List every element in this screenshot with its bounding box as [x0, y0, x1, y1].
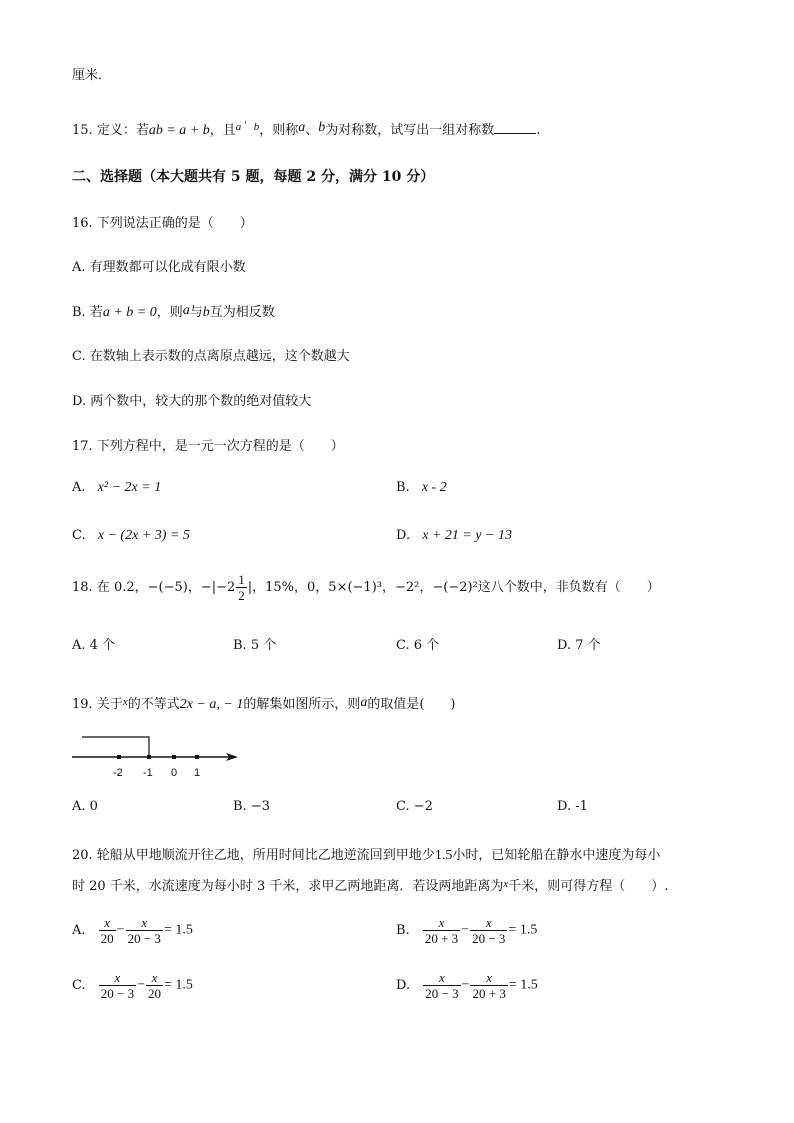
q15-answer-blank	[494, 121, 536, 134]
q20-line2-var: x	[503, 878, 509, 890]
q19-option-d: D. -1	[557, 799, 588, 814]
q20-option-a	[72, 915, 193, 946]
q16-b-with: 与	[189, 305, 203, 320]
q19-mid: 的不等式	[127, 697, 180, 712]
q18-stem	[72, 572, 660, 603]
q20-line-1	[72, 844, 660, 864]
q15-sep: 、	[305, 123, 319, 138]
tick-label: -1	[143, 767, 153, 779]
q16-b-a: a	[182, 303, 190, 318]
q15-number: 15.	[72, 123, 93, 138]
q17-option-a	[72, 480, 161, 496]
q20-line2-suffix: 千米，则可得方程（ ）.	[508, 879, 669, 894]
q20-option-b	[396, 915, 537, 946]
tick-label: 1	[194, 767, 201, 779]
q20-option-c	[72, 970, 193, 1001]
q20-c-d1: 20 − 3	[100, 986, 135, 1001]
q20-d-n2: x	[470, 970, 507, 986]
q20-d-frac-2	[470, 970, 507, 1001]
q15-mid2: ，则称	[259, 123, 299, 138]
q17-d-math: x + 21 = y − 13	[422, 528, 513, 543]
q20-c-n1: x	[99, 970, 136, 986]
q20-line1-num: 1.5	[434, 848, 453, 863]
q20-line1-prefix: 20. 轮船从甲地顺流开往乙地，所用时间比乙地逆流回到甲地少	[72, 848, 435, 863]
q16-option-a: A. 有理数都可以化成有限小数	[72, 260, 246, 275]
q19-stem	[72, 693, 456, 713]
q20-a-minus: −	[116, 922, 125, 938]
q20-c-rhs: = 1.5	[164, 977, 193, 993]
q17-a-math: x² − 2x = 1	[97, 480, 162, 495]
q20-d-d1: 20 − 3	[425, 986, 459, 1001]
q19-number-line	[68, 732, 244, 780]
q20-a-frac-1	[99, 915, 116, 946]
q20-b-d2: 20 − 3	[472, 931, 506, 946]
q20-d-frac-1	[423, 970, 460, 1001]
q20-c-label: C.	[72, 978, 86, 993]
q17-stem: 17. 下列方程中，是一元一次方程的是（ ）	[72, 439, 344, 454]
q15-cond-b: b	[253, 121, 260, 133]
q18-option-d: D. 7 个	[557, 638, 601, 653]
q20-a-n2: x	[126, 915, 163, 931]
q18-option-a: A. 4 个	[72, 638, 116, 653]
q18-suffix: 这八个数中，非负数有（ ）	[477, 580, 660, 595]
q20-b-frac-2	[470, 915, 507, 946]
tick-mark	[147, 755, 151, 759]
q19-var-x: x	[122, 696, 128, 708]
q20-b-n2: x	[470, 915, 507, 931]
q15-cond-sep: '	[244, 121, 247, 131]
q19-prefix: 19. 关于	[72, 697, 123, 712]
q20-c-frac-2	[146, 970, 163, 1001]
q20-d-n1: x	[423, 970, 460, 986]
q20-b-rhs: = 1.5	[508, 922, 538, 938]
q20-a-rhs: = 1.5	[163, 922, 193, 938]
q20-d-label: D.	[396, 978, 411, 993]
q16-stem: 16. 下列说法正确的是（ ）	[72, 216, 253, 231]
q20-a-d1: 20	[100, 931, 114, 946]
q20-b-minus: −	[461, 922, 470, 938]
q16-b-suffix: 互为相反数	[209, 305, 275, 320]
q19-option-a: A. 0	[72, 799, 98, 814]
tick-label: 0	[171, 767, 178, 779]
q20-line1-suffix: 小时，已知轮船在静水中速度为每小	[452, 848, 661, 863]
q19-option-b: B. −3	[233, 799, 270, 814]
q20-a-label: A.	[72, 923, 86, 938]
q17-b-label: B.	[396, 480, 410, 495]
q20-a-frac-2	[126, 915, 163, 946]
q20-line2-prefix: 时 20 千米，水流速度为每小时 3 千米，求甲乙两地距离．若设两地距离为	[72, 879, 504, 894]
solution-set-bracket	[82, 737, 149, 757]
q15-cond-a: a	[235, 121, 242, 133]
q18-fraction	[236, 572, 247, 603]
q20-d-d2: 20 + 3	[472, 986, 506, 1001]
q17-c-label: C.	[72, 528, 86, 543]
q20-c-minus: −	[137, 977, 146, 993]
q17-c-math: x − (2x + 3) = 5	[97, 528, 190, 543]
q20-c-d2: 20	[148, 986, 162, 1001]
tick-mark	[195, 755, 199, 759]
q15-var-a: a	[298, 120, 306, 135]
tick-mark	[172, 755, 176, 759]
q17-b-math: x - 2	[421, 480, 447, 495]
q19-inequality: 2x − a, − 1	[179, 697, 244, 712]
q18-option-c: C. 6 个	[396, 638, 440, 653]
question-15	[72, 119, 540, 139]
q20-b-n1: x	[423, 915, 460, 931]
q17-d-label: D.	[396, 528, 411, 543]
q20-line-2	[72, 875, 668, 894]
q16-b-mid: ，则	[156, 305, 183, 320]
q15-suffix: 为对称数，试写出一组对称数	[325, 123, 495, 138]
q17-a-label: A.	[72, 480, 86, 495]
q20-c-n2: x	[146, 970, 163, 986]
q15-end: .	[536, 123, 541, 138]
q17-option-b	[396, 480, 447, 496]
q20-d-rhs: = 1.5	[508, 977, 538, 993]
q20-a-n1: x	[99, 915, 116, 931]
q18-option-b: B. 5 个	[233, 638, 277, 653]
q15-mid1: ，且	[209, 123, 236, 138]
q19-mid2: 的解集如图所示，则	[243, 697, 361, 712]
tick-mark	[117, 755, 121, 759]
q15-prefix: 定义：若	[96, 123, 149, 138]
q18-frac-num: 1	[238, 572, 245, 587]
section-2-title: 二、选择题（本大题共有 5 题，每题 2 分，满分 10 分）	[72, 169, 435, 185]
q16-option-d: D. 两个数中，较大的那个数的绝对值较大	[72, 394, 312, 409]
q20-a-d2: 20 − 3	[127, 931, 161, 946]
q15-var-b: b	[318, 120, 326, 135]
continuation-text: 厘米．	[72, 68, 112, 83]
q18-prefix: 18. 在 0.2，−(−5)，−|−2	[72, 580, 236, 595]
q19-suffix: 的取值是( )	[367, 697, 456, 712]
tick-label: -2	[113, 767, 123, 779]
q16-option-c: C. 在数轴上表示数的点离原点越远，这个数越大	[72, 349, 350, 364]
q17-option-d	[396, 528, 512, 544]
q20-b-label: B.	[396, 923, 410, 938]
q16-b-prefix: B. 若	[72, 305, 103, 320]
q16-option-b	[72, 301, 275, 321]
q20-b-frac-1	[423, 915, 460, 946]
q18-frac-den: 2	[238, 588, 245, 603]
q19-option-c: C. −2	[396, 799, 433, 814]
q20-b-d1: 20 + 3	[424, 931, 459, 946]
q15-formula: ab = a + b	[148, 123, 210, 138]
q20-option-d	[396, 970, 538, 1001]
q20-c-frac-1	[99, 970, 136, 1001]
q16-b-b: b	[202, 305, 210, 320]
q18-items: |，15%，0，5×(−1)³，−2²，−(−2)²	[247, 580, 478, 595]
q16-b-formula: a + b = 0	[102, 305, 157, 320]
q19-var-a: a	[360, 695, 368, 710]
q17-option-c	[72, 528, 190, 544]
q20-d-minus: −	[461, 977, 470, 993]
